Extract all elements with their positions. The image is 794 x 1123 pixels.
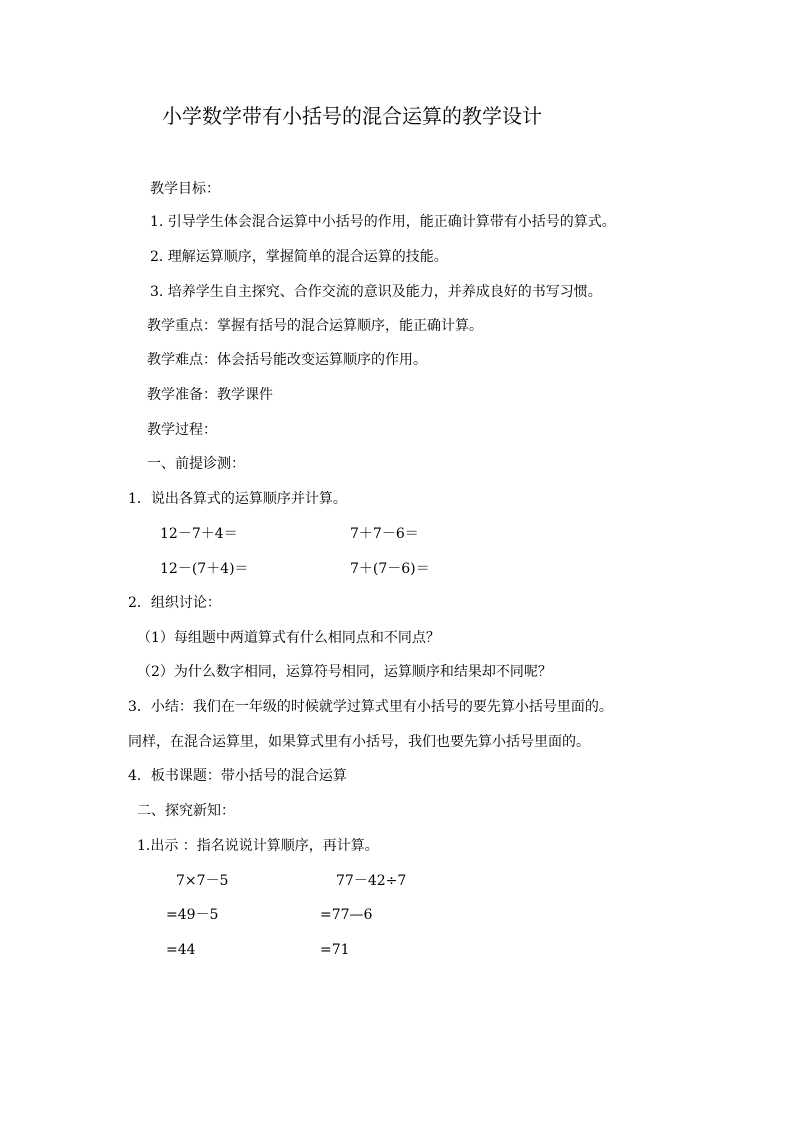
calc-right-line-2: =77—6 <box>320 907 373 923</box>
process-heading: 教学过程： <box>147 422 217 438</box>
goal-item-2: 2. 理解运算顺序，掌握简单的混合运算的技能。 <box>150 249 448 265</box>
expr-row1-left: 12－7＋4＝ <box>160 526 238 542</box>
difficulty: 教学难点：体会括号能改变运算顺序的作用。 <box>147 352 427 368</box>
page-title: 小学数学带有小括号的混合运算的教学设计 <box>162 104 542 128</box>
expr-row2-right: 7＋(7－6)＝ <box>350 561 430 577</box>
section1-item1: 1．说出各算式的运算顺序并计算。 <box>128 491 347 507</box>
section1-item2: 2．组织讨论： <box>128 595 221 611</box>
section1-heading: 一、前提诊测： <box>147 456 245 472</box>
calc-right-line-3: =71 <box>320 942 350 958</box>
goal-item-1: 1. 引导学生体会混合运算中小括号的作用，能正确计算带有小括号的算式。 <box>150 214 616 230</box>
section2-item1: 1.出示 ：指名说说计算顺序，再计算。 <box>137 838 379 854</box>
goal-item-3: 3. 培养学生自主探究、合作交流的意识及能力，并养成良好的书写习惯。 <box>150 284 602 300</box>
expr-row1-right: 7＋7－6＝ <box>350 526 419 542</box>
section2-heading: 二、探究新知： <box>137 803 235 819</box>
calc-right-line-1: 77－42÷7 <box>336 873 407 889</box>
expr-row2-left: 12－(7＋4)＝ <box>160 561 249 577</box>
discussion-question-1: （1）每组题中两道算式有什么相同点和不同点？ <box>137 630 440 646</box>
preparation: 教学准备：教学课件 <box>147 387 273 403</box>
section1-item4: 4．板书课题：带小括号的混合运算 <box>128 768 347 784</box>
key-point: 教学重点：掌握有括号的混合运算顺序，能正确计算。 <box>147 318 483 334</box>
calc-left-line-3: =44 <box>166 942 196 958</box>
calc-left-line-2: =49－5 <box>166 907 219 923</box>
discussion-question-2: （2）为什么数字相同，运算符号相同，运算顺序和结果却不同呢？ <box>137 664 552 680</box>
summary-line-2: 同样，在混合运算里，如果算式里有小括号，我们也要先算小括号里面的。 <box>128 734 590 750</box>
goals-heading: 教学目标： <box>150 181 220 197</box>
calc-left-line-1: 7×7－5 <box>176 873 229 889</box>
summary-line-1: 3．小结：我们在一年级的时候就学过算式里有小括号的要先算小括号里面的。 <box>128 699 613 715</box>
